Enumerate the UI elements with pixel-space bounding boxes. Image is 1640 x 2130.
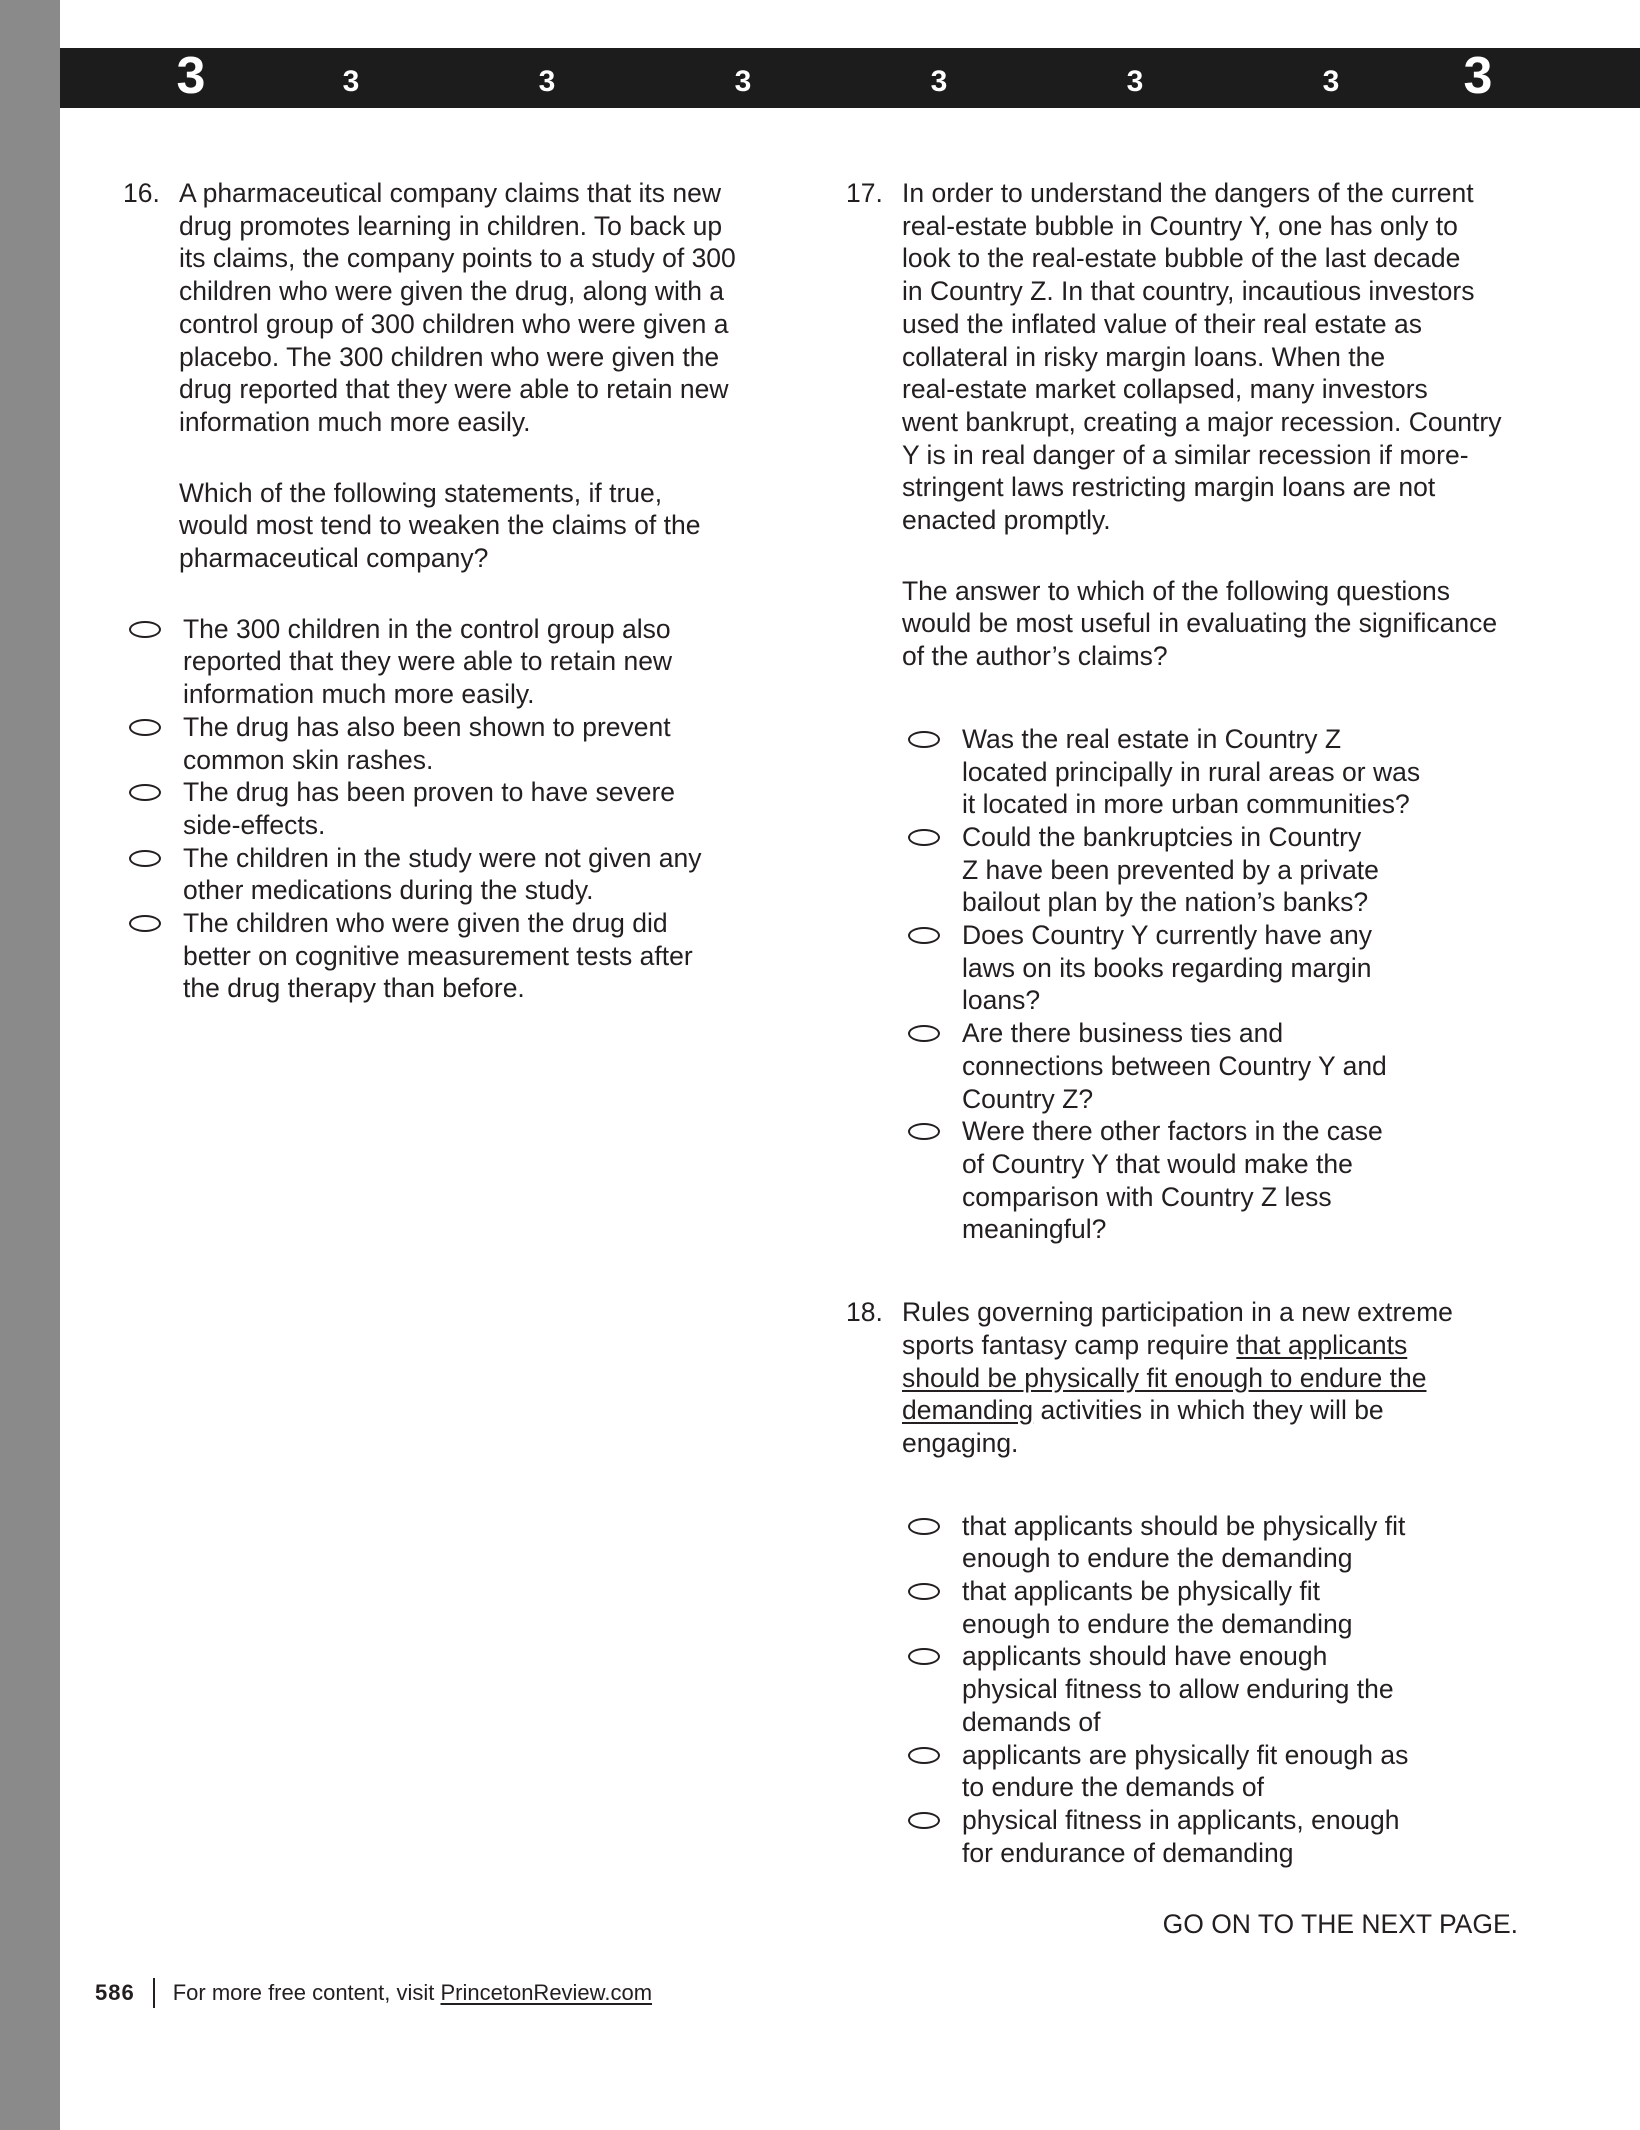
section-number: 3 xyxy=(1463,47,1493,105)
answer-bubble[interactable] xyxy=(129,915,161,932)
choice-line: demands of xyxy=(962,1706,1101,1737)
passage-line: real-estate market collapsed, many investors xyxy=(902,374,1428,405)
underlined-portion: should be physically fit enough to endure the xyxy=(902,1362,1427,1393)
answer-choice[interactable] xyxy=(902,1804,1526,1869)
choice-line: Was the real estate in Country Z xyxy=(962,723,1342,754)
choice-line: Are there business ties and xyxy=(962,1018,1284,1049)
stem-line: would most tend to weaken the claims of the xyxy=(179,510,701,541)
answer-bubble[interactable] xyxy=(908,927,940,944)
stem-line: would be most useful in evaluating the significance xyxy=(902,608,1498,639)
choice-line: The 300 children in the control group also xyxy=(183,613,671,644)
choice-line: for endurance of demanding xyxy=(962,1837,1294,1868)
stem-line: The answer to which of the following questions xyxy=(902,575,1450,606)
question-passage xyxy=(902,177,1526,537)
section-number: 3 xyxy=(1126,65,1144,98)
answer-choice[interactable] xyxy=(902,919,1526,1017)
answer-bubble[interactable] xyxy=(129,784,161,801)
answer-choice[interactable] xyxy=(902,1510,1526,1575)
answer-bubble[interactable] xyxy=(129,719,161,736)
answer-choice[interactable] xyxy=(123,842,803,907)
passage-line: drug promotes learning in children. To back up xyxy=(179,210,723,241)
footer-link[interactable]: PrincetonReview.com xyxy=(440,1980,653,2005)
choice-line: Z have been prevented by a private xyxy=(962,854,1379,885)
passage-line: its claims, the company points to a study of 300 xyxy=(179,243,736,274)
page-footer xyxy=(95,1978,652,2008)
passage-line: stringent laws restricting margin loans are not xyxy=(902,472,1436,503)
answer-bubble[interactable] xyxy=(129,850,161,867)
answer-bubble[interactable] xyxy=(129,621,161,638)
section-header xyxy=(60,48,1640,108)
answer-bubble[interactable] xyxy=(908,1812,940,1829)
choice-line: enough to endure the demanding xyxy=(962,1543,1353,1574)
question-16 xyxy=(123,177,803,1005)
choice-line: it located in more urban communities? xyxy=(962,789,1410,820)
answer-bubble[interactable] xyxy=(908,731,940,748)
question-17 xyxy=(846,177,1526,1246)
question-passage xyxy=(179,177,803,439)
question-number: 17. xyxy=(846,178,883,208)
passage-text: sports fantasy camp require xyxy=(902,1329,1237,1360)
passage-line: look to the real-estate bubble of the last decade xyxy=(902,243,1461,274)
answer-choice[interactable] xyxy=(902,1115,1526,1246)
passage-line: in Country Z. In that country, incautious investors xyxy=(902,276,1475,307)
passage-line xyxy=(902,1362,1526,1395)
question-stem xyxy=(179,477,803,575)
choice-line: common skin rashes. xyxy=(183,744,434,775)
passage-line: control group of 300 children who were given a xyxy=(179,308,729,339)
stem-line: of the author’s claims? xyxy=(902,641,1168,672)
question-number: 18. xyxy=(846,1297,883,1328)
choice-line: The drug has been proven to have severe xyxy=(183,777,676,808)
passage-line: children who were given the drug, along with a xyxy=(179,276,725,307)
passage-text: activities in which they will be xyxy=(1033,1395,1384,1426)
underlined-portion: that applicants xyxy=(1236,1329,1408,1360)
section-number: 3 xyxy=(734,65,752,98)
question-passage xyxy=(902,1296,1526,1460)
answer-choices xyxy=(123,613,803,1005)
stem-line: Which of the following statements, if true, xyxy=(179,477,663,508)
answer-choice[interactable] xyxy=(123,907,803,1005)
passage-line: collateral in risky margin loans. When the xyxy=(902,341,1386,372)
right-column xyxy=(846,177,1526,1869)
page-number: 586 xyxy=(95,1980,135,2005)
passage-line: enacted promptly. xyxy=(902,505,1111,536)
passage-line: information much more easily. xyxy=(179,406,531,437)
choice-line: The drug has also been shown to prevent xyxy=(183,711,671,742)
choice-line: bailout plan by the nation’s banks? xyxy=(962,887,1369,918)
choice-line: connections between Country Y and xyxy=(962,1050,1387,1081)
choice-line: information much more easily. xyxy=(183,679,535,710)
choice-line: The children in the study were not given any xyxy=(183,842,702,873)
section-number: 3 xyxy=(538,65,556,98)
section-number: 3 xyxy=(176,47,206,105)
answer-choice[interactable] xyxy=(902,1739,1526,1804)
question-number: 16. xyxy=(123,178,160,208)
passage-line: Y is in real danger of a similar recession if more- xyxy=(902,439,1469,470)
answer-choices xyxy=(902,1510,1526,1870)
answer-choice[interactable] xyxy=(123,613,803,711)
answer-choice[interactable] xyxy=(902,723,1526,821)
answer-choice[interactable] xyxy=(902,1017,1526,1115)
answer-choice[interactable] xyxy=(902,1575,1526,1640)
passage-line: A pharmaceutical company claims that its new xyxy=(179,178,722,208)
choice-line: that applicants be physically fit xyxy=(962,1576,1320,1607)
passage-line xyxy=(902,1394,1526,1427)
choice-line: reported that they were able to retain new xyxy=(183,646,673,677)
choice-line: Were there other factors in the case xyxy=(962,1116,1383,1147)
passage-line: In order to understand the dangers of the current xyxy=(902,178,1474,208)
choice-line: of Country Y that would make the xyxy=(962,1148,1353,1179)
section-number: 3 xyxy=(1322,65,1340,98)
question-gap xyxy=(846,1246,1526,1296)
choice-line: Country Z? xyxy=(962,1083,1094,1114)
answer-bubble[interactable] xyxy=(908,1648,940,1665)
answer-choice[interactable] xyxy=(123,776,803,841)
answer-choice[interactable] xyxy=(902,1640,1526,1738)
choice-line: applicants should have enough xyxy=(962,1641,1328,1672)
passage-line: went bankrupt, creating a major recession. Country xyxy=(902,406,1502,437)
underlined-portion: demanding xyxy=(902,1395,1034,1426)
question-18 xyxy=(846,1296,1526,1869)
passage-line: real-estate bubble in Country Y, one has only to xyxy=(902,210,1458,241)
footer-text xyxy=(173,1980,652,2006)
section-number: 3 xyxy=(342,65,360,98)
choice-line: enough to endure the demanding xyxy=(962,1608,1353,1639)
footer-caption: For more free content, visit xyxy=(172,1980,441,2005)
answer-bubble[interactable] xyxy=(908,1025,940,1042)
passage-line xyxy=(902,1329,1526,1362)
section-number: 3 xyxy=(930,65,948,98)
passage-line: Rules governing participation in a new extreme xyxy=(902,1297,1453,1328)
choice-line: physical fitness in applicants, enough xyxy=(962,1804,1400,1835)
answer-choices xyxy=(902,723,1526,1246)
question-stem xyxy=(902,575,1526,673)
stem-line: pharmaceutical company? xyxy=(179,543,489,574)
choice-line: to endure the demands of xyxy=(962,1772,1265,1803)
choice-line: physical fitness to allow enduring the xyxy=(962,1674,1394,1705)
choice-line: Could the bankruptcies in Country xyxy=(962,821,1362,852)
footer-divider xyxy=(153,1978,155,2008)
answer-bubble[interactable] xyxy=(908,1583,940,1600)
choice-line: the drug therapy than before. xyxy=(183,973,525,1004)
choice-line: meaningful? xyxy=(962,1214,1107,1245)
left-column xyxy=(123,177,803,1005)
answer-bubble[interactable] xyxy=(908,1747,940,1764)
choice-line: located principally in rural areas or was xyxy=(962,756,1421,787)
choice-line: better on cognitive measurement tests after xyxy=(183,940,693,971)
choice-line: laws on its books regarding margin xyxy=(962,952,1372,983)
answer-choice[interactable] xyxy=(902,821,1526,919)
passage-line: used the inflated value of their real estate as xyxy=(902,308,1423,339)
choice-line: Does Country Y currently have any xyxy=(962,920,1372,951)
choice-line: side-effects. xyxy=(183,809,326,840)
choice-line: comparison with Country Z less xyxy=(962,1181,1332,1212)
choice-line: other medications during the study. xyxy=(183,875,594,906)
choice-line: that applicants should be physically fit xyxy=(962,1510,1406,1541)
passage-line: drug reported that they were able to retain new xyxy=(179,374,729,405)
answer-bubble[interactable] xyxy=(908,1123,940,1140)
go-on-notice: GO ON TO THE NEXT PAGE. xyxy=(1162,1909,1518,1939)
passage-line: placebo. The 300 children who were given the xyxy=(179,341,720,372)
answer-bubble[interactable] xyxy=(908,1518,940,1535)
answer-bubble[interactable] xyxy=(908,829,940,846)
choice-line: applicants are physically fit enough as xyxy=(962,1739,1409,1770)
passage-line: engaging. xyxy=(902,1427,1019,1458)
side-bar xyxy=(0,0,60,2130)
answer-choice[interactable] xyxy=(123,711,803,776)
choice-line: loans? xyxy=(962,985,1041,1016)
choice-line: The children who were given the drug did xyxy=(183,908,668,939)
